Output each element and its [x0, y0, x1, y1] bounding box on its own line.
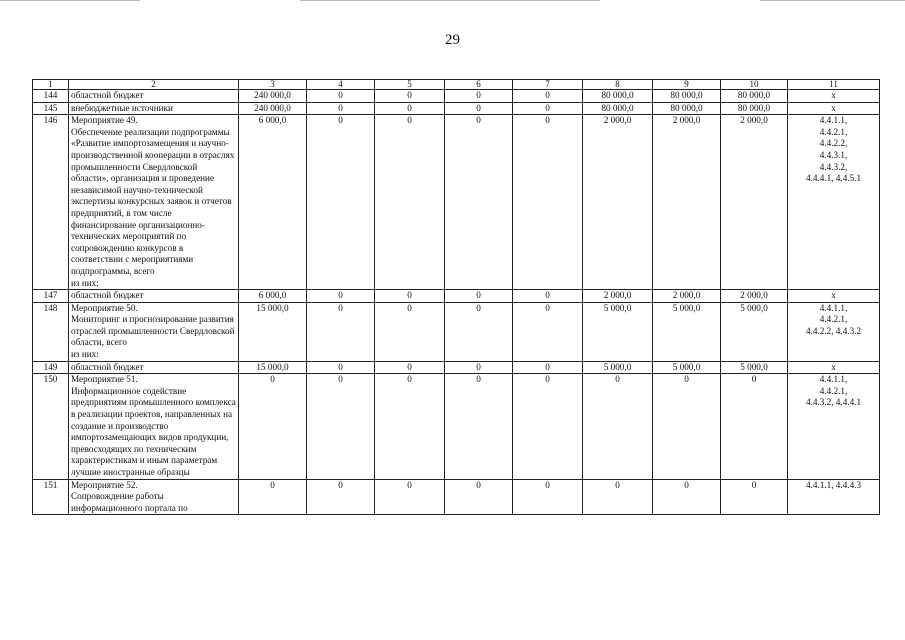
value-col8: 5 000,0 [583, 361, 653, 374]
value-col9: 80 000,0 [653, 102, 721, 115]
value-col4: 0 [307, 374, 375, 479]
value-col9: 80 000,0 [653, 90, 721, 103]
value-col5: 0 [375, 361, 445, 374]
row-name: областной бюджет [69, 361, 239, 374]
value-col8: 0 [583, 374, 653, 479]
column-number: 5 [375, 80, 445, 90]
value-col8: 80 000,0 [583, 102, 653, 115]
column-number: 8 [583, 80, 653, 90]
value-col4: 0 [307, 361, 375, 374]
column-number: 3 [239, 80, 307, 90]
value-col3: 6 000,0 [239, 115, 307, 290]
column-number: 6 [445, 80, 513, 90]
value-col9: 0 [653, 479, 721, 515]
row-name: Мероприятие 52. Сопровождение работы информационного портала по [69, 479, 239, 515]
column-number: 9 [653, 80, 721, 90]
row-number: 146 [33, 115, 69, 290]
row-name: внебюджетные источники [69, 102, 239, 115]
row-number: 147 [33, 290, 69, 303]
top-rule-left [0, 0, 140, 1]
value-col7: 0 [513, 302, 583, 361]
value-col4: 0 [307, 479, 375, 515]
row-name: Мероприятие 51. Информационное содействие предприятиям промышленного комплекса в реализации проектов, направленных на создание и производство импортозамещающих видов продукции, превосходящих по техническим характеристикам и иным параметрам лучшие иностранные образцы [69, 374, 239, 479]
top-rule-right [760, 0, 905, 1]
value-col3: 240 000,0 [239, 90, 307, 103]
value-col3: 15 000,0 [239, 302, 307, 361]
page-number: 29 [445, 32, 460, 48]
value-col5: 0 [375, 90, 445, 103]
value-col10: 5 000,0 [721, 302, 788, 361]
row-number: 150 [33, 374, 69, 479]
value-col4: 0 [307, 102, 375, 115]
value-col7: 0 [513, 479, 583, 515]
column-number-row [33, 80, 880, 90]
value-col6: 0 [445, 302, 513, 361]
value-col10: 80 000,0 [721, 102, 788, 115]
value-col4: 0 [307, 90, 375, 103]
column-number: 11 [788, 80, 880, 90]
row-number: 151 [33, 479, 69, 515]
value-col10: 2 000,0 [721, 115, 788, 290]
column-number: 7 [513, 80, 583, 90]
value-col6: 0 [445, 102, 513, 115]
value-col6: 0 [445, 290, 513, 303]
table-row [33, 374, 880, 479]
value-col8: 5 000,0 [583, 302, 653, 361]
value-col7: 0 [513, 361, 583, 374]
row-number: 144 [33, 90, 69, 103]
column-number: 1 [33, 80, 69, 90]
value-col5: 0 [375, 479, 445, 515]
column-number: 10 [721, 80, 788, 90]
table-row [33, 479, 880, 515]
value-col8: 80 000,0 [583, 90, 653, 103]
value-col4: 0 [307, 115, 375, 290]
value-col10: 2 000,0 [721, 290, 788, 303]
value-col7: 0 [513, 115, 583, 290]
value-col6: 0 [445, 90, 513, 103]
value-col5: 0 [375, 290, 445, 303]
value-col7: 0 [513, 102, 583, 115]
value-col10: 0 [721, 479, 788, 515]
value-col5: 0 [375, 115, 445, 290]
value-col3: 0 [239, 479, 307, 515]
column-number: 2 [69, 80, 239, 90]
value-col3: 0 [239, 374, 307, 479]
target-indicators: 4.4.1.1, 4.4.2.1, 4.4.2.2, 4.4.3.2 [788, 302, 880, 361]
value-col9: 2 000,0 [653, 115, 721, 290]
value-col7: 0 [513, 90, 583, 103]
target-indicators: x [788, 102, 880, 115]
table-row [33, 361, 880, 374]
value-col7: 0 [513, 290, 583, 303]
value-col3: 240 000,0 [239, 102, 307, 115]
value-col4: 0 [307, 290, 375, 303]
value-col3: 15 000,0 [239, 361, 307, 374]
value-col9: 5 000,0 [653, 361, 721, 374]
top-rule-mid [300, 0, 600, 1]
row-number: 145 [33, 102, 69, 115]
value-col6: 0 [445, 479, 513, 515]
table-row [33, 102, 880, 115]
value-col8: 0 [583, 479, 653, 515]
column-number: 4 [307, 80, 375, 90]
table-row [33, 290, 880, 303]
table-row [33, 302, 880, 361]
value-col5: 0 [375, 102, 445, 115]
value-col5: 0 [375, 374, 445, 479]
target-indicators: 4.4.1.1, 4.4.4.3 [788, 479, 880, 515]
target-indicators: 4.4.1.1, 4.4.2.1, 4.4.2.2, 4.4.3.1, 4.4.3.2, 4.4.4.1, 4.4.5.1 [788, 115, 880, 290]
row-name: областной бюджет [69, 90, 239, 103]
value-col3: 6 000,0 [239, 290, 307, 303]
value-col5: 0 [375, 302, 445, 361]
row-name: областной бюджет [69, 290, 239, 303]
value-col7: 0 [513, 374, 583, 479]
value-col10: 5 000,0 [721, 361, 788, 374]
value-col6: 0 [445, 374, 513, 479]
value-col9: 2 000,0 [653, 290, 721, 303]
target-indicators: x [788, 361, 880, 374]
value-col8: 2 000,0 [583, 290, 653, 303]
target-indicators: x [788, 90, 880, 103]
value-col6: 0 [445, 361, 513, 374]
budget-table [32, 79, 880, 515]
value-col10: 80 000,0 [721, 90, 788, 103]
row-name: Мероприятие 50. Мониторинг и прогнозирование развития отраслей промышленности Свердловской области, всего из них: [69, 302, 239, 361]
row-name: Мероприятие 49. Обеспечение реализации подпрограммы «Развитие импортозамещения и научно-производственной кооперации в отраслях промышленности Свердловской области», организация и проведение независимой научно-технической экспертизы конкурсных заявок и отчетов предприятий, в том числе финансирование организационно-технических мероприятий по сопровождению конкурсов в соответствии с мероприятиями подпрограммы, всего из них: [69, 115, 239, 290]
value-col4: 0 [307, 302, 375, 361]
value-col6: 0 [445, 115, 513, 290]
target-indicators: 4.4.1.1, 4.4.2.1, 4.4.3.2, 4.4.4.1 [788, 374, 880, 479]
target-indicators: x [788, 290, 880, 303]
table-row [33, 115, 880, 290]
table-row [33, 90, 880, 103]
value-col8: 2 000,0 [583, 115, 653, 290]
value-col10: 0 [721, 374, 788, 479]
row-number: 148 [33, 302, 69, 361]
value-col9: 0 [653, 374, 721, 479]
value-col9: 5 000,0 [653, 302, 721, 361]
row-number: 149 [33, 361, 69, 374]
